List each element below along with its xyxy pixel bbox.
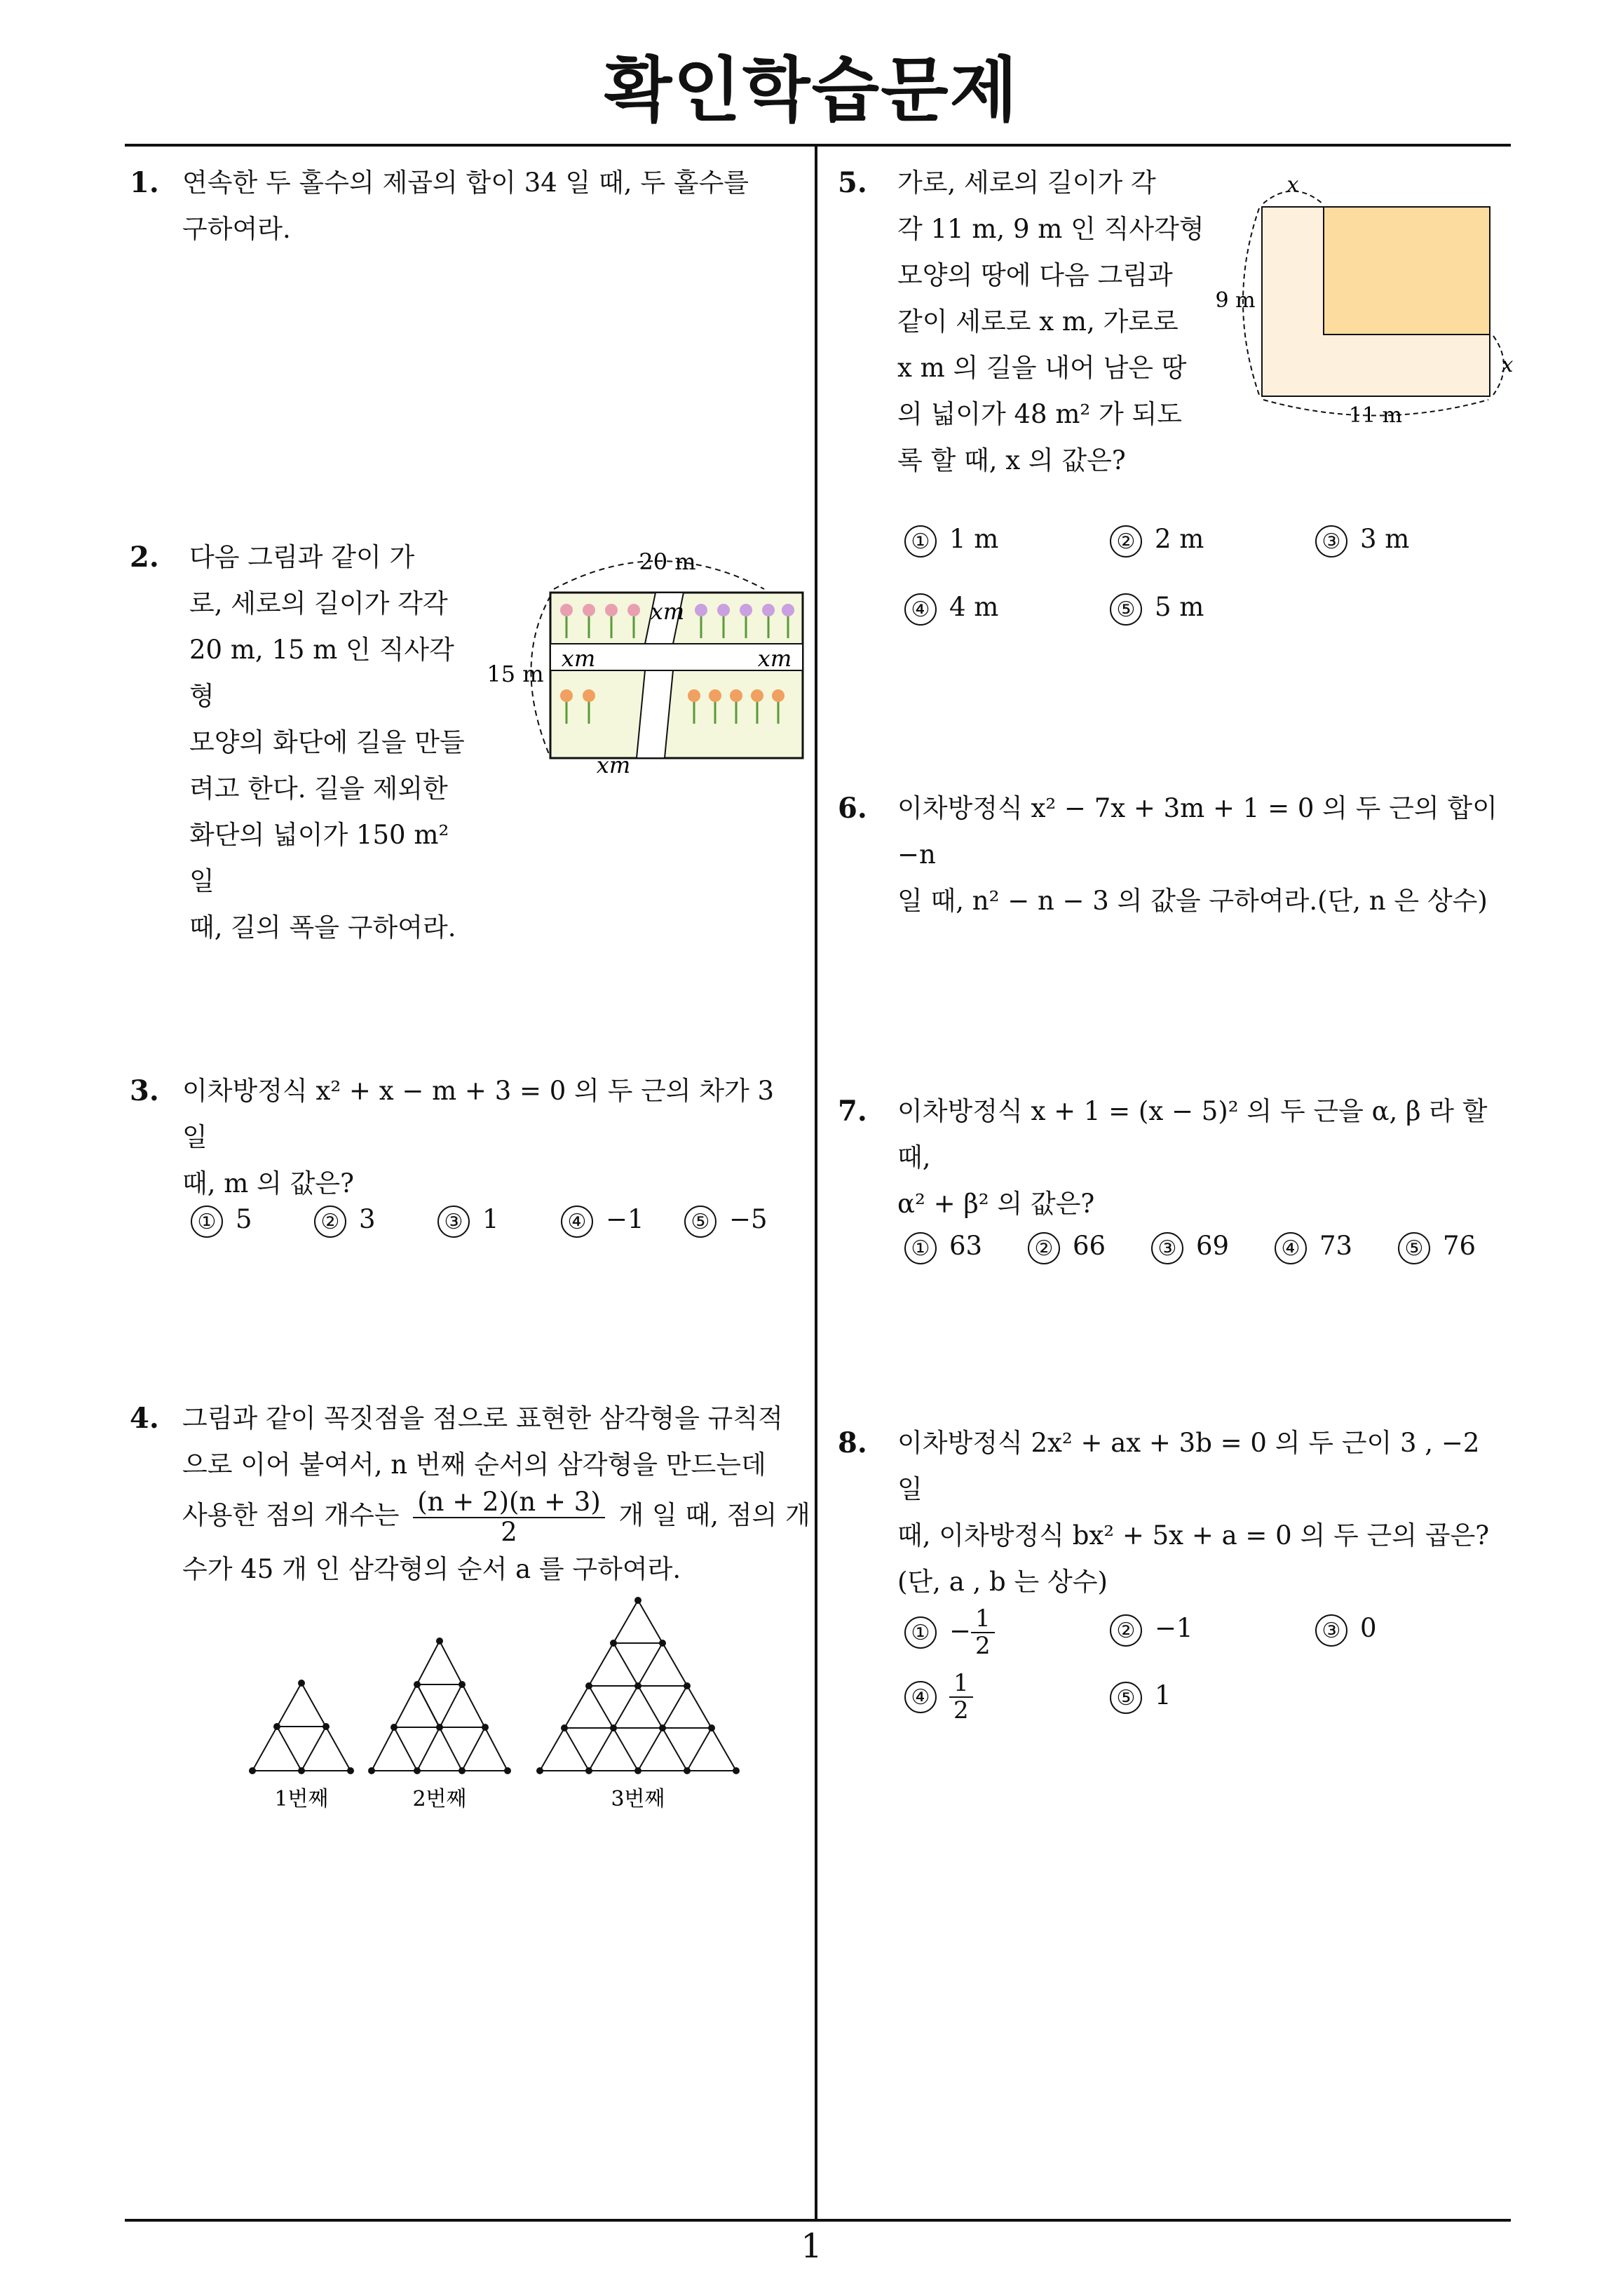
problem-text: 이차방정식 x² − 7x + 3m + 1 = 0 의 두 근의 합이 −n xyxy=(897,793,1498,870)
option-mark: ② xyxy=(1028,1232,1060,1264)
problem-text: 때, 길의 폭을 구하여라. xyxy=(189,912,456,943)
problem-number: 6. xyxy=(838,792,867,825)
option-value: 73 xyxy=(1319,1231,1353,1261)
option-mark: ④ xyxy=(904,593,937,626)
triangle-pattern-figure xyxy=(238,1592,750,1830)
option-mark: ④ xyxy=(561,1206,593,1238)
option-value: 0 xyxy=(1360,1613,1377,1643)
point-count-formula xyxy=(413,1488,605,1546)
option-mark: ③ xyxy=(1315,1614,1347,1647)
problem-text: x m 의 길을 내어 남은 땅 xyxy=(897,353,1187,383)
fraction-denominator: 2 xyxy=(953,1696,969,1725)
problem-text: 때, 이차방정식 bx² + 5x + a = 0 의 두 근의 곱은? xyxy=(897,1520,1490,1551)
option-value: − xyxy=(949,1615,972,1646)
option-4[interactable] xyxy=(904,1670,973,1724)
option-value: 69 xyxy=(1196,1231,1230,1261)
problem-text: 같이 세로로 x m, 가로로 xyxy=(897,306,1179,337)
option-value: −1 xyxy=(1155,1613,1193,1643)
problem-text: 로, 세로의 길이가 각각 xyxy=(189,588,448,619)
figure-caption-1: 1번째 xyxy=(274,1787,329,1811)
land-height-label: 9 m xyxy=(1215,288,1256,313)
option-2[interactable] xyxy=(1110,1613,1193,1647)
option-value: 1 xyxy=(1155,1680,1172,1710)
option-mark: ① xyxy=(191,1206,223,1238)
option-2[interactable] xyxy=(1110,524,1204,558)
problem-text: 이차방정식 x + 1 = (x − 5)² 의 두 근을 α, β 라 할 때, xyxy=(897,1096,1488,1173)
problem-text: 록 할 때, x 의 값은? xyxy=(897,445,1126,475)
option-value: 1 xyxy=(482,1204,499,1234)
problem-text: 화단의 넓이가 150 m² 일 xyxy=(189,820,449,896)
option-mark: ⑤ xyxy=(1398,1232,1430,1264)
problem-text: α² + β² 의 값은? xyxy=(897,1189,1095,1219)
option-value: 4 m xyxy=(949,592,999,622)
road-width-label-right: x xyxy=(1501,353,1514,377)
option-3[interactable] xyxy=(437,1204,499,1238)
problem-text: 사용한 점의 개수는 xyxy=(182,1500,400,1531)
problem-number: 8. xyxy=(838,1426,867,1459)
problem-text: 구하여라. xyxy=(182,214,291,244)
problem-text: 연속한 두 홀수의 제곱의 합이 34 일 때, 두 홀수를 xyxy=(182,168,749,198)
option-value: 76 xyxy=(1443,1231,1476,1261)
option-value: 66 xyxy=(1073,1231,1106,1261)
option-fraction xyxy=(949,1670,973,1724)
option-mark: ③ xyxy=(437,1206,470,1238)
option-mark: ③ xyxy=(1315,525,1347,558)
fraction-denominator: 2 xyxy=(975,1632,991,1661)
problem-text: 모양의 화단에 길을 만들 xyxy=(189,727,465,757)
problem-text-with-formula xyxy=(182,1487,810,1547)
page-title: 확인학습문제 xyxy=(604,49,1019,131)
figure-caption-2: 2번째 xyxy=(412,1787,467,1811)
fraction-numerator: 1 xyxy=(949,1670,973,1698)
problem-text: 개 일 때, 점의 개 xyxy=(618,1500,810,1531)
problem-text: 모양의 땅에 다음 그림과 xyxy=(897,260,1173,290)
problem-text: 의 넓이가 48 m² 가 되도 xyxy=(897,399,1182,429)
option-value: 3 xyxy=(359,1204,376,1234)
option-mark: ④ xyxy=(1275,1232,1307,1264)
problem-text: 각 11 m, 9 m 인 직사각형 xyxy=(897,214,1204,244)
problem-number: 7. xyxy=(838,1095,867,1128)
option-1[interactable] xyxy=(191,1204,252,1238)
option-value: 1 m xyxy=(949,524,999,554)
column-divider xyxy=(815,146,817,2220)
option-2[interactable] xyxy=(314,1204,376,1238)
problem-text: 일 때, n² − n − 3 의 값을 구하여라.(단, n 은 상수) xyxy=(897,886,1488,916)
option-mark: ① xyxy=(904,1232,937,1264)
option-value: −5 xyxy=(729,1204,768,1234)
option-1[interactable] xyxy=(904,1231,982,1264)
problem-number: 2. xyxy=(130,541,159,574)
option-value: 63 xyxy=(949,1231,983,1261)
height-label: 15 m xyxy=(487,661,544,687)
problem-number: 3. xyxy=(130,1074,159,1107)
option-value: 5 m xyxy=(1155,592,1204,622)
problem-text: 수가 45 개 인 삼각형의 순서 a 를 구하여라. xyxy=(182,1554,681,1585)
option-1[interactable] xyxy=(904,1606,995,1660)
problem-text: 이차방정식 2x² + ax + 3b = 0 의 두 근이 3 , −2 일 xyxy=(897,1428,1480,1504)
fraction-numerator: (n + 2)(n + 3) xyxy=(413,1488,605,1518)
problem-number: 4. xyxy=(130,1402,159,1435)
road-bottom-label: xm xyxy=(596,752,631,778)
problem-text: (단, a , b 는 상수) xyxy=(897,1567,1108,1597)
option-mark: ① xyxy=(904,1616,937,1649)
option-5[interactable] xyxy=(1398,1231,1476,1264)
flowerbed-figure xyxy=(484,540,813,778)
option-3[interactable] xyxy=(1151,1231,1229,1264)
option-mark: ① xyxy=(904,525,937,558)
page-number: 1 xyxy=(801,2227,822,2266)
option-value: −1 xyxy=(606,1204,644,1234)
option-4[interactable] xyxy=(1275,1231,1352,1264)
option-mark: ⑤ xyxy=(1110,1682,1142,1714)
option-mark: ② xyxy=(1110,525,1142,558)
problem-text: 으로 이어 붙여서, n 번째 순서의 삼각형을 만드는데 xyxy=(182,1450,766,1480)
problem-text: 가로, 세로의 길이가 각 xyxy=(897,168,1156,198)
problem-text: 그림과 같이 꼭짓점을 점으로 표현한 삼각형을 규칙적 xyxy=(182,1403,783,1433)
road-top-label: xm xyxy=(650,598,685,625)
problem-text: 20 m, 15 m 인 직사각형 xyxy=(189,635,454,711)
option-5[interactable] xyxy=(684,1204,768,1238)
problem-text: 다음 그림과 같이 가 xyxy=(189,542,415,572)
road-left-label: xm xyxy=(561,645,596,672)
option-4[interactable] xyxy=(561,1204,644,1238)
problem-text: 이차방정식 x² + x − m + 3 = 0 의 두 근의 차가 3 일 xyxy=(182,1076,775,1152)
option-mark: ⑤ xyxy=(1110,593,1142,626)
width-label: 20 m xyxy=(639,548,696,575)
road-width-label-top: x xyxy=(1286,173,1299,197)
option-value: 3 m xyxy=(1360,524,1410,554)
option-3[interactable] xyxy=(1315,1613,1377,1647)
fraction-numerator: 1 xyxy=(971,1606,995,1633)
land-width-label: 11 m xyxy=(1348,403,1403,428)
option-mark: ④ xyxy=(904,1681,937,1713)
option-mark: ⑤ xyxy=(684,1206,717,1238)
option-2[interactable] xyxy=(1028,1231,1106,1264)
option-1[interactable] xyxy=(904,524,998,558)
option-value: 2 m xyxy=(1155,524,1204,554)
title-divider xyxy=(125,144,1511,147)
option-5[interactable] xyxy=(1110,592,1204,626)
option-4[interactable] xyxy=(904,592,998,626)
land-figure xyxy=(1206,172,1521,438)
problem-text: 때, m 의 값은? xyxy=(182,1168,354,1198)
option-mark: ③ xyxy=(1151,1232,1183,1264)
option-5[interactable] xyxy=(1110,1680,1172,1714)
problem-text: 려고 한다. 길을 제외한 xyxy=(189,774,448,804)
problem-number: 1. xyxy=(130,166,159,199)
option-mark: ② xyxy=(314,1206,346,1238)
fraction-denominator: 2 xyxy=(501,1516,517,1547)
road-right-label: xm xyxy=(757,645,792,672)
option-mark: ② xyxy=(1110,1614,1142,1647)
problem-number: 5. xyxy=(838,166,867,199)
option-fraction xyxy=(971,1606,995,1660)
option-3[interactable] xyxy=(1315,524,1409,558)
figure-caption-3: 3번째 xyxy=(611,1787,665,1811)
footer-divider xyxy=(125,2219,1511,2222)
option-value: 5 xyxy=(236,1204,252,1234)
